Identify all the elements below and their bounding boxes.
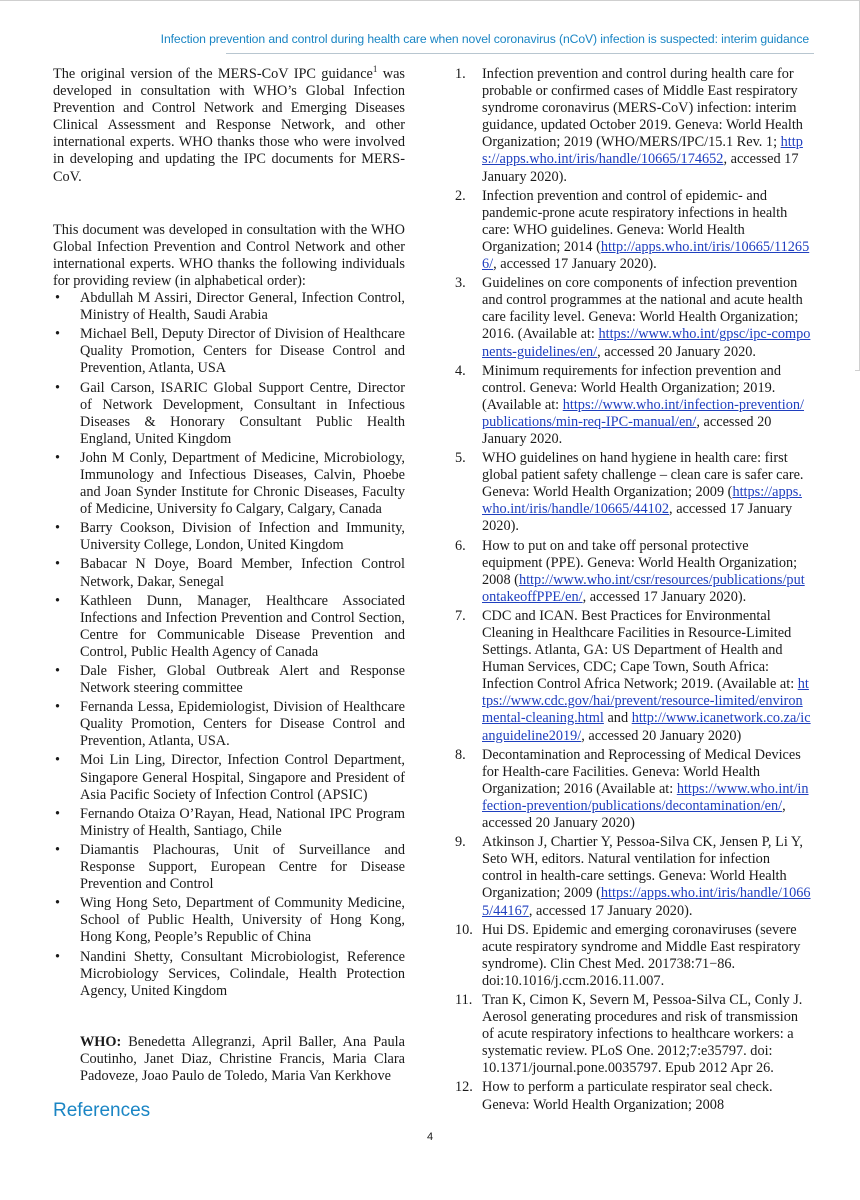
reference-item bbox=[455, 608, 811, 745]
bullet-icon: • bbox=[55, 805, 61, 822]
reference-text-after: , accessed 20 January 2020. bbox=[482, 413, 772, 447]
page-number: 4 bbox=[426, 1131, 434, 1143]
scrollbar[interactable] bbox=[855, 0, 860, 371]
reviewer-item bbox=[53, 699, 405, 750]
reference-link[interactable]: https://www.who.int/gpsc/ipc-components-guidelines/en/ bbox=[482, 326, 811, 360]
reference-item bbox=[455, 922, 811, 990]
reviewer-text: Fernando Otaiza O’Rayan, Head, National IPC Program Ministry of Health, Santiago, Chile bbox=[80, 805, 405, 839]
reference-text: How to perform a particulate respirator seal check. Geneva: World Health Organization; 2008 bbox=[482, 1079, 773, 1113]
reference-link[interactable]: http://apps.who.int/iris/10665/112656/ bbox=[482, 238, 810, 273]
reference-text-after: , accessed 20 January 2020. bbox=[597, 343, 756, 360]
reference-item bbox=[455, 363, 811, 448]
references-heading: References bbox=[53, 1100, 151, 1121]
reference-number: 4. bbox=[455, 362, 466, 379]
reference-item bbox=[455, 834, 811, 919]
reference-number: 6. bbox=[455, 537, 466, 554]
bullet-icon: • bbox=[55, 895, 61, 912]
header-divider bbox=[226, 53, 814, 54]
reviewer-text: Barry Cookson, Division of Infection and Immunity, University College, London, United Kingdom bbox=[80, 520, 405, 554]
reference-text-after: , accessed 17 January 2020). bbox=[482, 501, 793, 535]
reference-text: Decontamination and Reprocessing of Medical Devices for Health-care Facilities. Geneva: World Health Organization; 2016 (Available at: bbox=[482, 746, 801, 797]
reference-text: Infection prevention and control of epidemic- and pandemic-prone acute respiratory infections in health care: WHO guidelines. Geneva: World Health Organization; 2014 ( bbox=[482, 187, 788, 255]
reference-link[interactable]: http://www.who.int/csr/resources/publications/putontakeoffPPE/en/ bbox=[482, 571, 805, 605]
reference-text: Tran K, Cimon K, Severn M, Pessoa-Silva CL, Conly J. Aerosol generating procedures and risk of transmission of acute respiratory infections to healthcare workers: a systematic review. PLoS One. 2012;7:e35797. doi: 10.1371/journal.pone.0035797. Epub 2012 Apr 26. bbox=[482, 991, 803, 1077]
bullet-icon: • bbox=[55, 520, 61, 537]
reference-link[interactable]: https://www.who.int/infection-prevention/publications/min-req-IPC-manual/en/ bbox=[482, 396, 805, 430]
bullet-icon: • bbox=[55, 556, 61, 573]
reference-text-after: , accessed 17 January 2020). bbox=[493, 256, 657, 273]
bullet-icon: • bbox=[55, 699, 61, 716]
page-header bbox=[0, 0, 860, 57]
reference-number: 8. bbox=[455, 746, 466, 763]
reference-item bbox=[455, 538, 811, 606]
reference-number: 5. bbox=[455, 450, 466, 467]
reviewer-item bbox=[53, 895, 405, 946]
reference-text-after: , accessed 17 January 2020). bbox=[528, 902, 693, 919]
reference-text: Guidelines on core components of infection prevention and control programmes at the national and acute health care facility level. Geneva: World Health Organization; 2016. (Available at: bbox=[482, 275, 803, 343]
reviewer-item bbox=[53, 556, 405, 590]
reference-item bbox=[455, 275, 811, 360]
reviewer-text: Kathleen Dunn, Manager, Healthcare Associated Infections and Infection Prevention and Control Section, Centre for Communicable Disease Prevention and Control, Public Health Agency of Canada bbox=[80, 592, 405, 660]
reference-text: How to put on and take off personal protective equipment (PPE). Geneva: World Health Organization; 2008 ( bbox=[482, 537, 798, 588]
bullet-icon: • bbox=[55, 752, 61, 769]
reference-item bbox=[455, 450, 811, 535]
reference-number: 7. bbox=[455, 607, 466, 624]
reviewer-item bbox=[53, 663, 405, 697]
reference-link[interactable]: http://www.icanetwork.co.za/icanguideline2019/ bbox=[482, 710, 811, 744]
reviewer-list bbox=[53, 290, 405, 1000]
reference-item bbox=[455, 992, 811, 1077]
reference-text-after: , accessed 20 January 2020) bbox=[581, 727, 742, 744]
reference-number: 11. bbox=[455, 991, 473, 1008]
reference-item bbox=[455, 1079, 811, 1113]
reviewer-text: Gail Carson, ISARIC Global Support Centre, Director of Network Development, Consultant in Infectious Diseases & Honorary Consultant Public Health England, United Kingdom bbox=[80, 379, 405, 447]
reviewer-text: Abdullah M Assiri, Director General, Infection Control, Ministry of Health, Saudi Arabia bbox=[80, 290, 405, 324]
bullet-icon: • bbox=[55, 841, 61, 858]
bullet-icon: • bbox=[55, 592, 61, 609]
acknowledgement-paragraph-mers: The original version of the MERS-CoV IPC guidance$^1$ was developed in consultation with WHO’s Global Infection Prevention and Control Network and Emerging Diseases Clinical Assessment and Response Network, and other international experts. WHO thanks those who were involved in developing and updating the IPC documents for MERS-CoV. bbox=[53, 64, 405, 185]
bullet-icon: • bbox=[55, 948, 61, 965]
reference-text: Atkinson J, Chartier Y, Pessoa-Silva CK, Jensen P, Li Y, Seto WH, editors. Natural ventilation for infection control in health-care settings. Geneva: World Health Organization; 2009 ( bbox=[482, 834, 803, 902]
reference-number: 12. bbox=[455, 1079, 473, 1096]
reviewer-text: Moi Lin Ling, Director, Infection Control Department, Singapore General Hospital, Singapore and President of Asia Pacific Society of Infection Control (APSIC) bbox=[80, 752, 405, 803]
reference-link[interactable]: https://www.who.int/infection-prevention/publications/decontamination/en/ bbox=[482, 780, 809, 814]
reviewer-text: Diamantis Plachouras, Unit of Surveillance and Response Support, European Centre for Disease Prevention and Control bbox=[80, 841, 405, 893]
reference-link[interactable]: https://apps.who.int/iris/handle/10665/44167 bbox=[482, 885, 811, 919]
reviewer-item bbox=[53, 450, 405, 518]
reviewer-text: Michael Bell, Deputy Director of Division of Healthcare Quality Promotion, Centers for Disease Control and Prevention, Atlanta, USA bbox=[80, 326, 405, 377]
running-title: Infection prevention and control during health care when novel coronavirus (nCoV) infection is suspected: interim guidance bbox=[160, 32, 809, 46]
reference-text-after: , accessed 17 January 2020). bbox=[582, 588, 747, 605]
bullet-icon: • bbox=[55, 449, 61, 466]
reference-link[interactable]: https://apps.who.int/iris/handle/10665/174652 bbox=[482, 134, 803, 168]
bullet-icon: • bbox=[55, 290, 61, 307]
reviewer-item bbox=[53, 593, 405, 661]
reference-text: CDC and ICAN. Best Practices for Environmental Cleaning in Healthcare Facilities in Resource-Limited Settings. Atlanta, GA: US Department of Health and Human Services, CDC; Cape Town, South Africa: Infection Control Africa Network; 2019. (Available at: bbox=[482, 607, 798, 693]
reviewer-text: Fernanda Lessa, Epidemiologist, Division of Healthcare Quality Promotion, Centers for Disease Control and Prevention, Atlanta, USA. bbox=[80, 699, 405, 750]
reference-item bbox=[455, 747, 811, 832]
who-label: WHO: bbox=[80, 1033, 122, 1050]
reference-link[interactable]: https://www.cdc.gov/hai/prevent/resource-limited/environmental-cleaning.html bbox=[482, 676, 809, 727]
reviewer-text: Nandini Shetty, Consultant Microbiologist, Reference Microbiology Services, Colindale, Health Protection Agency, United Kingdom bbox=[80, 948, 405, 999]
reference-text: Minimum requirements for infection prevention and control. Geneva: World Health Organization; 2019. (Available at: bbox=[482, 362, 781, 413]
reference-text: WHO guidelines on hand hygiene in health care: first global patient safety challenge – clean care is safer care. Geneva: World Health Organization; 2009 ( bbox=[482, 450, 804, 501]
reference-number: 9. bbox=[455, 834, 466, 851]
reviewer-item bbox=[53, 949, 405, 1000]
reference-text-after: and bbox=[603, 710, 632, 727]
reference-list bbox=[455, 66, 811, 1114]
who-names: Benedetta Allegranzi, April Baller, Ana Paula Coutinho, Janet Diaz, Christine Francis, Maria Clara Padoveze, Joao Paulo de Toledo, Maria Van Kerkhove bbox=[80, 1033, 405, 1084]
reviewer-text: Dale Fisher, Global Outbreak Alert and Response Network steering committee bbox=[80, 663, 405, 697]
bullet-icon: • bbox=[55, 379, 61, 396]
reviewer-item bbox=[53, 290, 405, 324]
left-column bbox=[53, 66, 405, 1085]
reviewer-item bbox=[53, 752, 405, 803]
reviewer-text: John M Conly, Department of Medicine, Microbiology, Immunology and Infectious Diseases, Calvin, Phoebe and Joan Synder Institute for Chronic Diseases, Faculty of Medicine, University fo Calgary, Calgary, Canada bbox=[80, 449, 405, 518]
reference-text: Infection prevention and control during health care for probable or confirmed cases of Middle East respiratory syndrome coronavirus (MERS-CoV) infection: interim guidance, updated October 2019. Geneva: World Health Organization; 2019 (WHO/MERS/IPC/15.1 Rev. 1; bbox=[482, 66, 803, 151]
acknowledgement-paragraph-review: This document was developed in consultation with the WHO Global Infection Prevention and Control Network and other international experts. WHO thanks the following individuals for providing review (in alphabetical order): bbox=[53, 221, 405, 289]
reviewer-text: Wing Hong Seto, Department of Community Medicine, School of Public Health, University of Hong Kong, Hong Kong, People’s Republic of China bbox=[80, 895, 405, 946]
bullet-icon: • bbox=[55, 326, 61, 343]
right-column bbox=[455, 66, 811, 1116]
reviewer-text: Babacar N Doye, Board Member, Infection Control Network, Dakar, Senegal bbox=[80, 556, 405, 590]
reference-item bbox=[455, 66, 811, 186]
reference-number: 3. bbox=[455, 275, 466, 292]
reviewer-item bbox=[53, 842, 405, 893]
reference-text-after: , accessed 20 January 2020) bbox=[482, 797, 786, 832]
reference-item bbox=[455, 188, 811, 273]
reference-number: 1. bbox=[455, 66, 466, 82]
reference-number: 10. bbox=[455, 921, 473, 938]
reviewer-item bbox=[53, 520, 405, 554]
who-contributors bbox=[53, 1034, 405, 1085]
reference-number: 2. bbox=[455, 187, 466, 204]
footnote-marker: 1 bbox=[372, 64, 378, 75]
reviewer-item bbox=[53, 380, 405, 448]
bullet-icon: • bbox=[55, 663, 61, 679]
reviewer-item bbox=[53, 326, 405, 377]
reference-text-after: , accessed 17 January 2020). bbox=[482, 151, 799, 185]
reference-text: Hui DS. Epidemic and emerging coronaviruses (severe acute respiratory syndrome and Middle East respiratory syndrome). Clin Chest Med. 201738:71−86. doi:10.1016/j.ccm.2016.11.007. bbox=[482, 921, 801, 989]
reference-link[interactable]: https://apps.who.int/iris/handle/10665/44102 bbox=[482, 484, 802, 518]
reviewer-item bbox=[53, 806, 405, 840]
